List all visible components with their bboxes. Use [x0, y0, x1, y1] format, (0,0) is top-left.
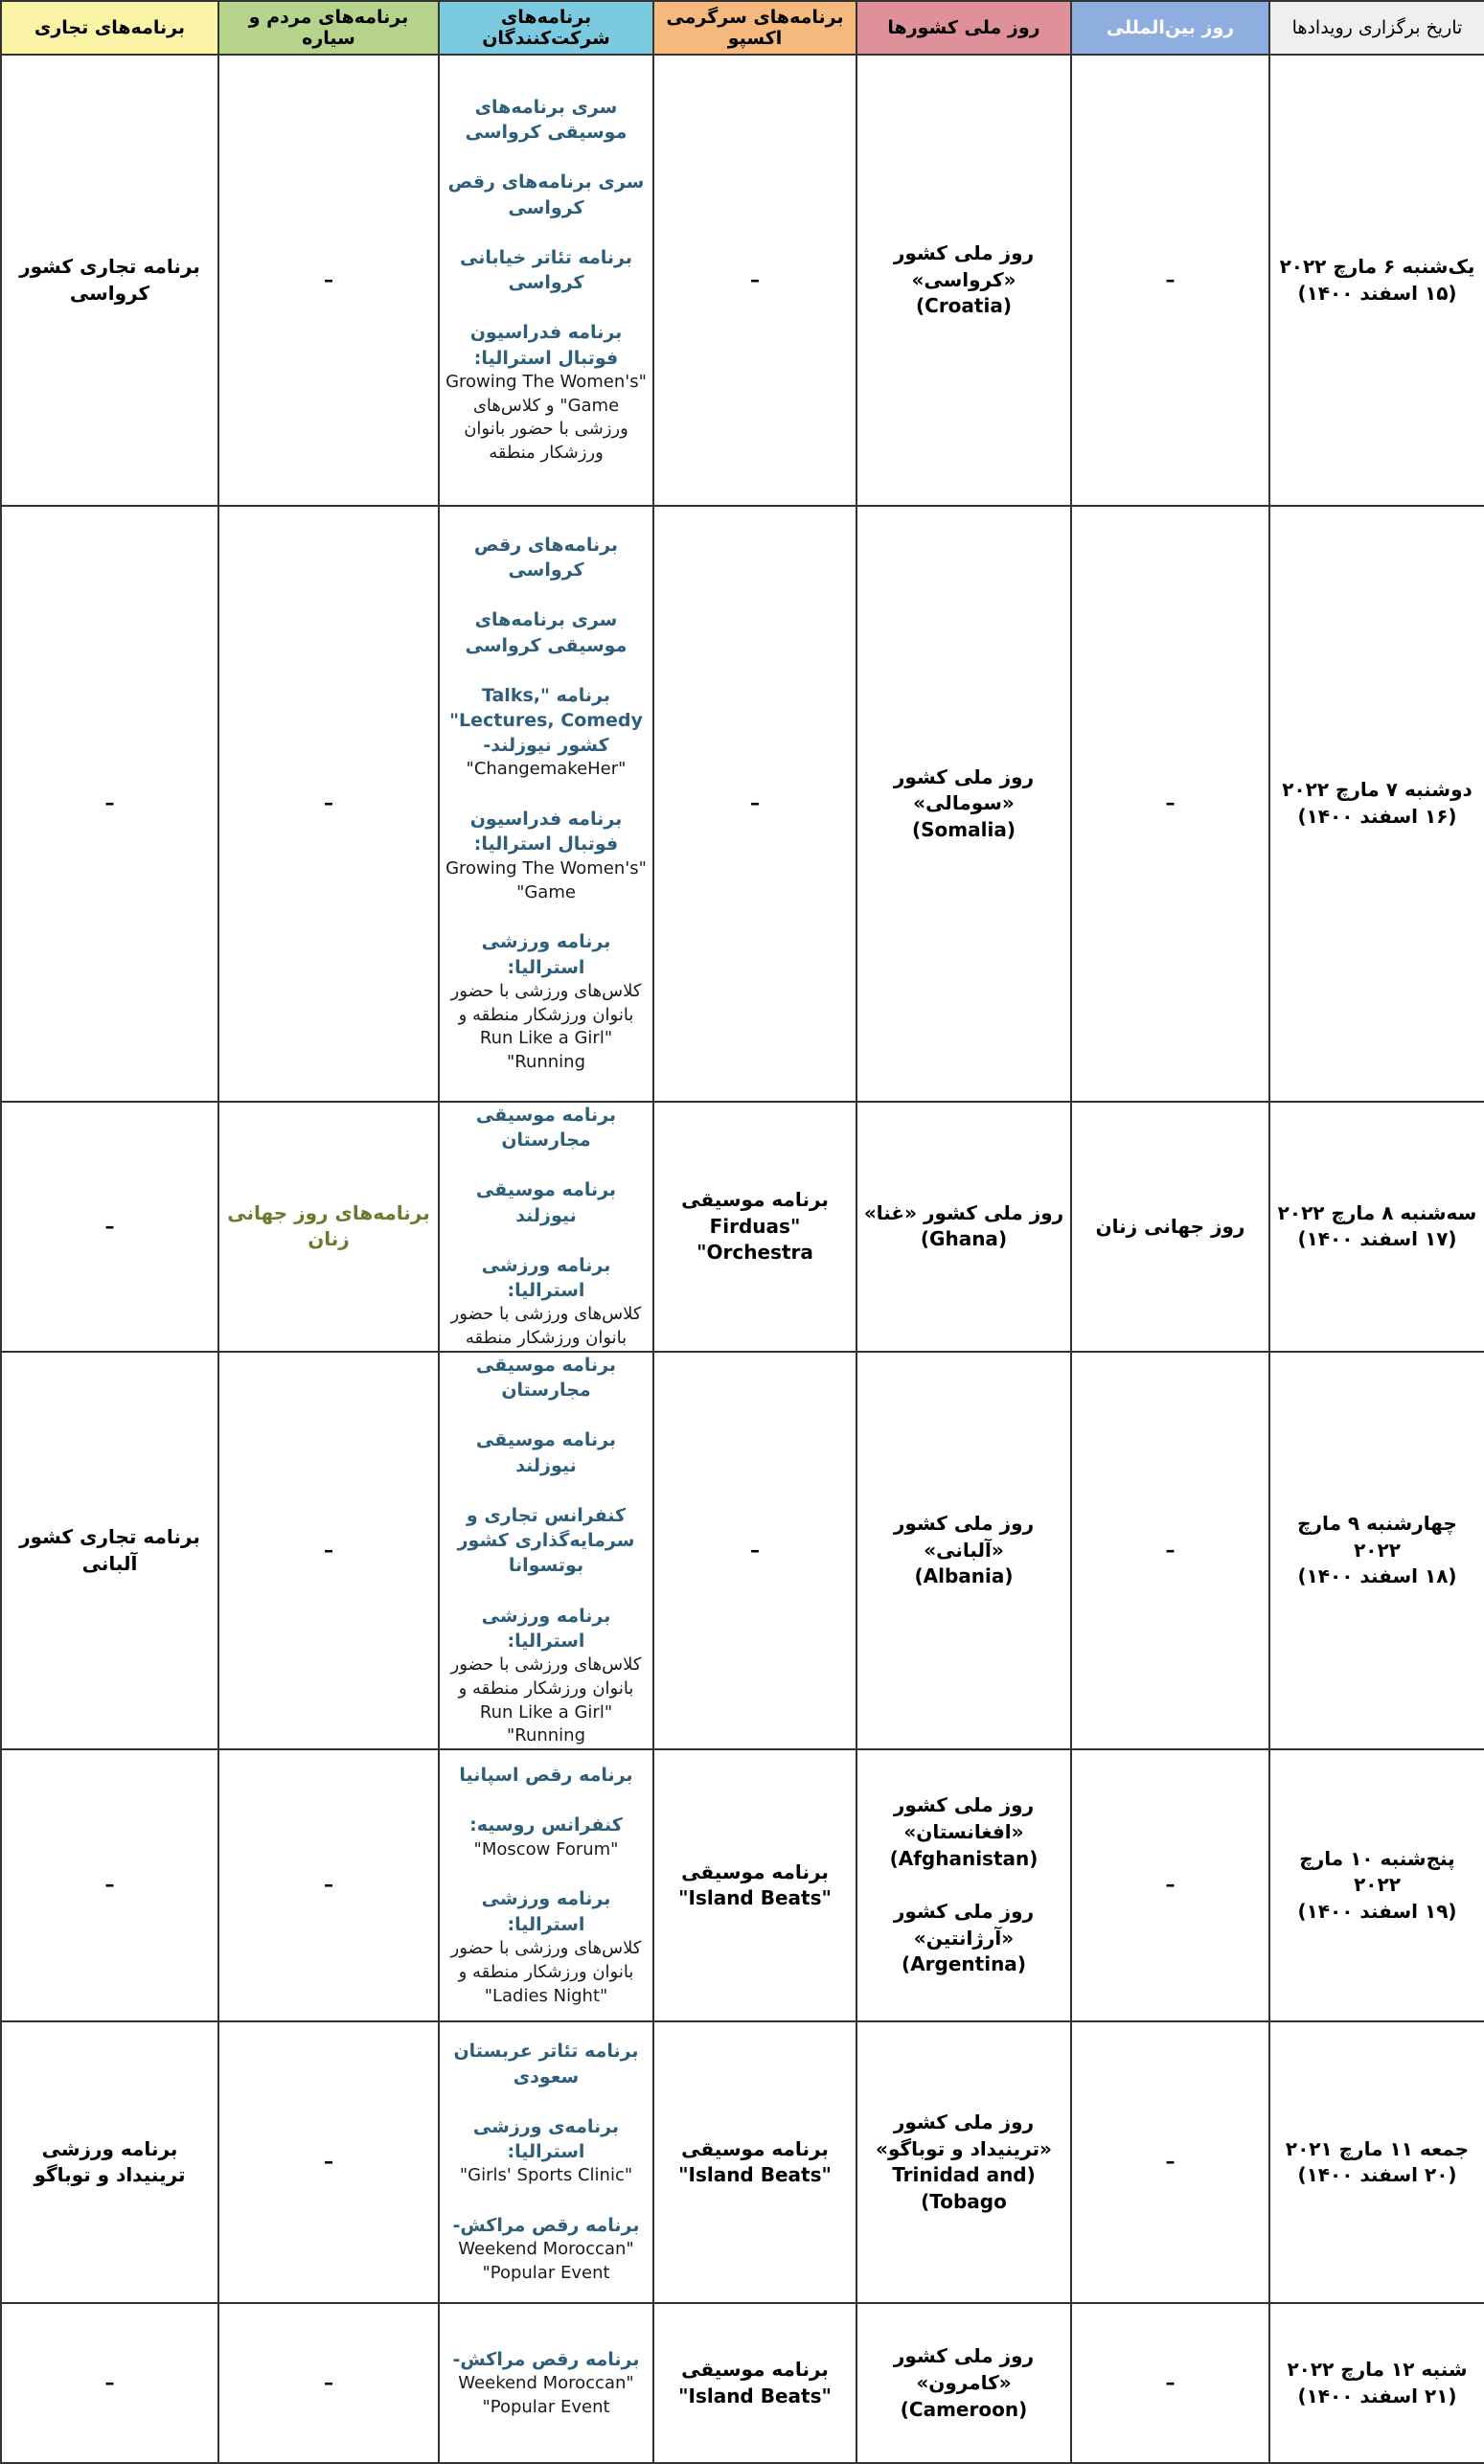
participants-cell	[439, 2303, 653, 2463]
national-day-line: (Cameroon)	[900, 2397, 1028, 2421]
participant-program-detail: کلاس‌های ورزشی با حضور بانوان ورزشکار منطقه و "Ladies Night"	[450, 1937, 642, 2006]
international-day-cell: –	[1071, 55, 1269, 506]
commercial-cell: –	[1, 1749, 218, 2021]
date-cell	[1269, 1749, 1484, 2021]
participant-program	[445, 320, 647, 466]
date-cell	[1269, 506, 1484, 1102]
participant-program-detail: "Weekend Moroccan Popular Event"	[458, 2239, 634, 2284]
national-day-cell	[856, 506, 1071, 1102]
participant-program	[445, 2114, 647, 2188]
participant-program	[445, 929, 647, 1075]
commercial-cell: –	[1, 506, 218, 1102]
national-day-cell	[856, 1102, 1071, 1352]
participant-program	[445, 245, 647, 295]
participant-program	[445, 683, 647, 782]
participant-program-title: سری برنامه‌های رقص کرواسی	[447, 171, 645, 218]
date-line: پنج‌شنبه ۱۰ مارچ ۲۰۲۲	[1299, 1846, 1455, 1897]
expo-cell: –	[653, 506, 856, 1102]
date-line: (۱۸ اسفند ۱۴۰۰)	[1297, 1564, 1457, 1588]
participant-program-detail: "Girls' Sports Clinic"	[459, 2165, 633, 2186]
expo-line: برنامه موسیقی	[681, 1859, 829, 1883]
participant-program	[445, 1253, 647, 1351]
national-day-line: (Ghana)	[920, 1227, 1008, 1251]
date-line: (۱۷ اسفند ۱۴۰۰)	[1297, 1227, 1457, 1251]
participants-cell	[439, 1749, 653, 2021]
participant-program	[445, 1177, 647, 1227]
date-line: دوشنبه ۷ مارچ ۲۰۲۲	[1282, 778, 1473, 802]
participants-cell	[439, 55, 653, 506]
participant-program-title: کنفرانس روسیه:	[469, 1814, 623, 1837]
date-line: (۲۰ اسفند ۱۴۰۰)	[1297, 2163, 1457, 2187]
expo-cell	[653, 1749, 856, 2021]
participant-program	[445, 1886, 647, 2008]
participant-program-detail: "ChangemakeHer"	[466, 759, 627, 780]
date-line: (۲۱ اسفند ۱۴۰۰)	[1297, 2384, 1457, 2407]
national-day-line: روز ملی کشور «کامرون»	[893, 2344, 1035, 2394]
participant-program-title: برنامه ورزشی استرالیا:	[481, 931, 611, 978]
participant-program-title: سری برنامه‌های موسیقی کرواسی	[465, 609, 628, 656]
date-line: یک‌شنبه ۶ مارچ ۲۰۲۲	[1279, 254, 1475, 278]
expo-line: "Island Beats"	[678, 2163, 832, 2187]
date-cell	[1269, 1352, 1484, 1749]
date-line: شنبه ۱۲ مارچ ۲۰۲۲	[1287, 2358, 1468, 2382]
participant-program-detail: کلاس‌های ورزشی با حضور بانوان ورزشکار منطقه	[450, 1304, 642, 1349]
participant-program-detail: "Growing The Women's Game"	[445, 857, 647, 902]
national-day-line: روز ملی کشور «کرواسی»	[893, 241, 1035, 291]
national-day-line: (Albania)	[914, 1564, 1014, 1588]
date-cell	[1269, 2021, 1484, 2303]
international-day-cell: –	[1071, 1352, 1269, 1749]
header-people-planet: برنامه‌های مردم و سیاره	[218, 1, 439, 55]
participant-program	[445, 607, 647, 657]
international-day-cell: –	[1071, 1749, 1269, 2021]
commercial-cell: برنامه تجاری کشور کرواسی	[1, 55, 218, 506]
table-row	[1, 1749, 1484, 2021]
people-planet-cell: –	[218, 1749, 439, 2021]
table-row	[1, 55, 1484, 506]
national-day-line: (Croatia)	[916, 294, 1012, 318]
participant-program-title: برنامه رقص اسپانیا	[459, 1765, 633, 1787]
participant-program-title: برنامه موسیقی نیوزلند	[475, 1179, 617, 1226]
participant-program	[445, 807, 647, 904]
commercial-cell: –	[1, 2303, 218, 2463]
participant-program	[445, 170, 647, 219]
expo-line: برنامه موسیقی	[681, 1188, 829, 1212]
international-day-cell: روز جهانی زنان	[1071, 1102, 1269, 1352]
participant-program-title: برنامه رقص مراکش-	[452, 2215, 640, 2237]
national-day-cell	[856, 2021, 1071, 2303]
expo-cell: –	[653, 55, 856, 506]
international-day-cell: –	[1071, 506, 1269, 1102]
table-row	[1, 2303, 1484, 2463]
participant-program-title: برنامه موسیقی مجارستان	[475, 1105, 617, 1152]
participant-program-title: برنامه‌های رقص کرواسی	[473, 534, 619, 582]
people-planet-cell: برنامه‌های روز جهانی زنان	[218, 1102, 439, 1352]
table-row	[1, 2021, 1484, 2303]
header-commercial: برنامه‌های تجاری	[1, 1, 218, 55]
date-line: چهارشنبه ۹ مارچ ۲۰۲۲	[1297, 1512, 1457, 1562]
commercial-cell: برنامه تجاری کشور آلبانی	[1, 1352, 218, 1749]
expo-cell: –	[653, 1352, 856, 1749]
participant-program-title: برنامه فدراسیون فوتبال استرالیا:	[469, 322, 623, 369]
expo-line: "Island Beats"	[678, 2384, 832, 2407]
participant-program	[445, 1103, 647, 1152]
participant-program-title: برنامه ورزشی استرالیا:	[481, 1888, 611, 1935]
header-row	[1, 1, 1484, 55]
participant-program-title: برنامه موسیقی نیوزلند	[475, 1429, 617, 1476]
participant-program	[445, 1353, 647, 1403]
national-day-line: روز ملی کشور «آلبانی»	[893, 1512, 1035, 1562]
national-day-line: (Afghanistan)	[889, 1846, 1039, 1870]
people-planet-cell: –	[218, 55, 439, 506]
date-cell	[1269, 2303, 1484, 2463]
national-day-line: (Argentina)	[902, 1952, 1026, 1976]
people-planet-cell: –	[218, 1352, 439, 1749]
people-planet-cell: –	[218, 2303, 439, 2463]
national-day-line	[863, 1872, 1064, 1899]
participant-program-title: برنامه‌ی ورزشی استرالیا:	[472, 2115, 620, 2163]
participant-program	[445, 1604, 647, 1749]
national-day-line: روز ملی کشور «غنا»	[863, 1200, 1064, 1224]
date-line: (۱۶ اسفند ۱۴۰۰)	[1297, 805, 1457, 828]
expo-cell	[653, 1102, 856, 1352]
table-row	[1, 1102, 1484, 1352]
participant-program	[445, 1813, 647, 1861]
participant-program	[445, 95, 647, 145]
expo-line: برنامه موسیقی	[681, 2136, 829, 2160]
expo-cell	[653, 2021, 856, 2303]
participants-cell	[439, 506, 653, 1102]
participant-program-detail: کلاس‌های ورزشی با حضور بانوان ورزشکار منطقه و "Run Like a Girl Running"	[450, 1654, 642, 1746]
national-day-line: (Trinidad and Tobago)	[892, 2163, 1036, 2213]
participant-program-detail: "Weekend Moroccan Popular Event"	[458, 2373, 634, 2417]
national-day-line: (Somalia)	[912, 817, 1016, 841]
national-day-cell	[856, 1749, 1071, 2021]
header-expo-entertainment: برنامه‌های سرگرمی اکسپو	[653, 1, 856, 55]
expo-line: "Firduas Orchestra"	[696, 1214, 813, 1265]
international-day-cell: –	[1071, 2021, 1269, 2303]
national-day-line: روز ملی کشور «افغانستان»	[893, 1793, 1035, 1844]
participant-program-title: برنامه تئاتر عربستان سعودی	[453, 2041, 639, 2088]
national-day-cell	[856, 55, 1071, 506]
participant-program-detail: "Growing The Women's Game" و کلاس‌های ورزشی با حضور بانوان ورزشکار منطقه	[445, 371, 647, 464]
expo-line: "Island Beats"	[678, 1886, 832, 1910]
participant-program-title: برنامه رقص مراکش-	[452, 2348, 640, 2370]
participant-program-title: برنامه ورزشی استرالیا:	[481, 1605, 611, 1652]
table-row	[1, 506, 1484, 1102]
participant-program	[445, 1763, 647, 1788]
header-national-day: روز ملی کشورها	[856, 1, 1071, 55]
national-day-line: روز ملی کشور «آرژانتین»	[893, 1900, 1035, 1950]
date-line: سه‌شنبه ۸ مارچ ۲۰۲۲	[1277, 1200, 1477, 1224]
date-line: (۱۹ اسفند ۱۴۰۰)	[1297, 1900, 1457, 1924]
participant-program-title: برنامه "Talks, Lectures, Comedy" کشور نیوزلند-	[449, 684, 643, 757]
national-day-line: روز ملی کشور «ترینیداد و توباگو»	[876, 2110, 1052, 2160]
expo-line: برنامه موسیقی	[681, 2358, 829, 2382]
national-day-cell	[856, 1352, 1071, 1749]
participant-program-title: برنامه تئاتر خیابانی کرواسی	[460, 246, 632, 294]
participant-program-title: سری برنامه‌های موسیقی کرواسی	[465, 96, 628, 144]
date-line: جمعه ۱۱ مارچ ۲۰۲۱	[1285, 2136, 1470, 2160]
international-day-cell: –	[1071, 2303, 1269, 2463]
table-row	[1, 1352, 1484, 1749]
participant-program-detail: کلاس‌های ورزشی با حضور بانوان ورزشکار منطقه و "Run Like a Girl Running"	[450, 980, 642, 1073]
header-participants: برنامه‌های شرکت‌کنندگان	[439, 1, 653, 55]
participant-program	[445, 533, 647, 582]
national-day-cell	[856, 2303, 1071, 2463]
date-line: (۱۵ اسفند ۱۴۰۰)	[1297, 281, 1457, 305]
people-planet-cell: –	[218, 506, 439, 1102]
participant-program-title: کنفرانس تجاری و سرمایه‌گذاری کشور بوتسوانا	[457, 1504, 635, 1577]
participants-cell	[439, 1102, 653, 1352]
participant-program	[445, 2347, 647, 2420]
expo-cell	[653, 2303, 856, 2463]
participant-program-detail: "Moscow Forum"	[473, 1838, 619, 1859]
participant-program-title: برنامه موسیقی مجارستان	[475, 1354, 617, 1402]
people-planet-cell: –	[218, 2021, 439, 2303]
participant-program	[445, 1427, 647, 1477]
commercial-cell: برنامه ورزشی ترینیداد و توباگو	[1, 2021, 218, 2303]
header-international-day: روز بین‌المللی	[1071, 1, 1269, 55]
participants-cell	[439, 2021, 653, 2303]
date-cell	[1269, 55, 1484, 506]
participant-program-title: برنامه فدراسیون فوتبال استرالیا:	[469, 809, 623, 856]
participants-cell	[439, 1352, 653, 1749]
date-cell	[1269, 1102, 1484, 1352]
participant-program	[445, 2039, 647, 2088]
participant-program	[445, 2213, 647, 2286]
participant-program	[445, 1503, 647, 1579]
header-date: تاریخ برگزاری رویدادها	[1269, 1, 1484, 55]
national-day-line: روز ملی کشور «سومالی»	[893, 764, 1035, 815]
participant-program-title: برنامه ورزشی استرالیا:	[481, 1254, 611, 1302]
commercial-cell: –	[1, 1102, 218, 1352]
